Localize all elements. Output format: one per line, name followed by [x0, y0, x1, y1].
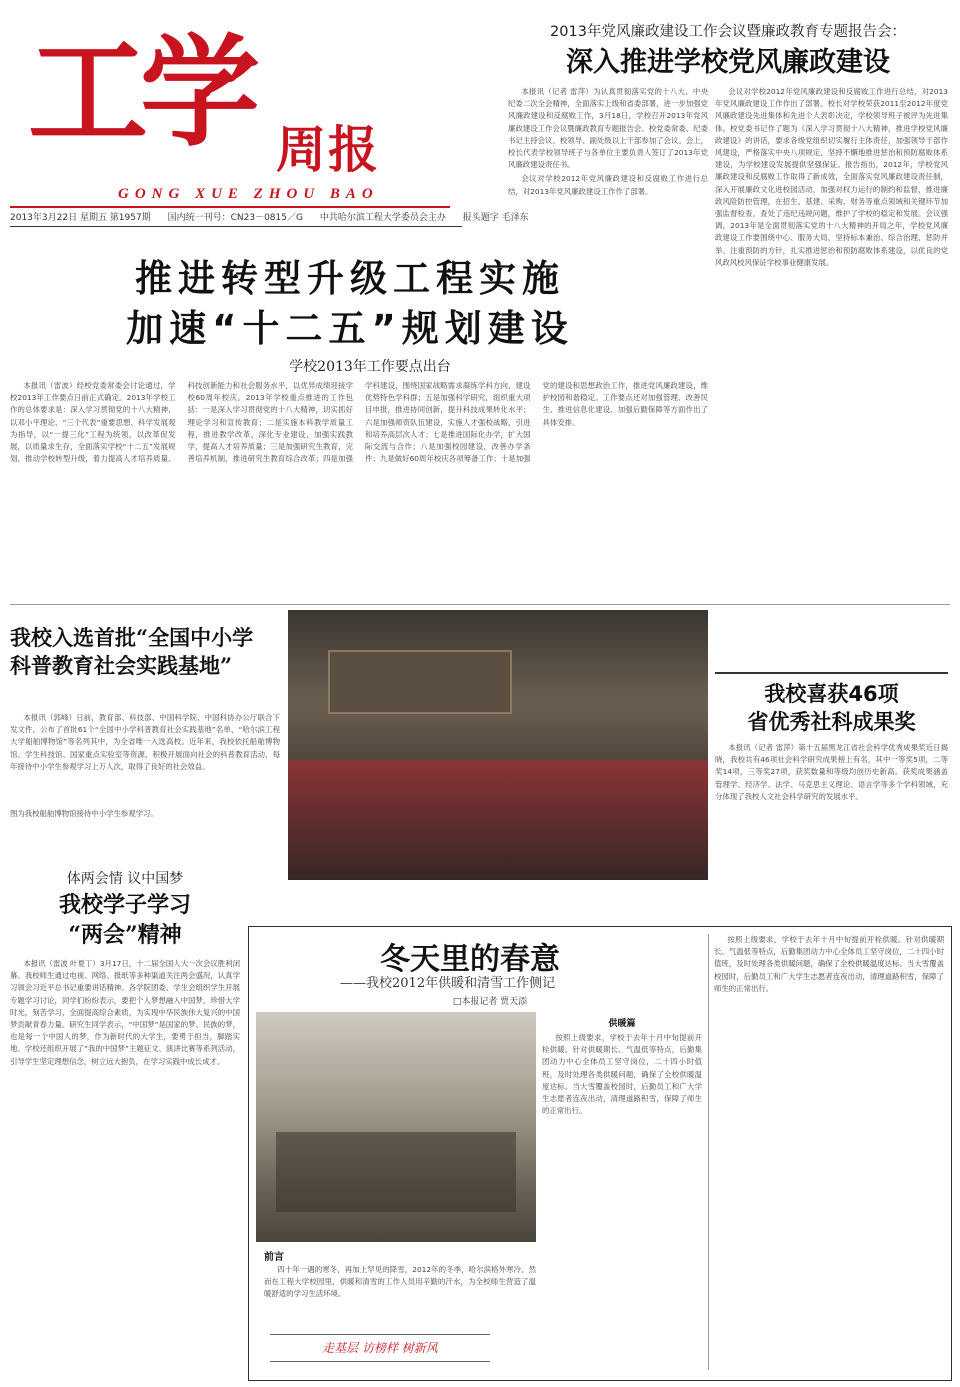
winter-col-divider	[708, 934, 709, 1370]
award-body	[715, 742, 948, 922]
winter-byline: □本报记者 贾天添	[452, 997, 528, 1007]
winter-footer-banner: 走基层 访榜样 树新风	[270, 1334, 490, 1362]
top-story-kicker: 2013年党风廉政建设工作会议暨廉政教育专题报告会：	[550, 24, 906, 40]
lianghui-headline-line1: 我校学子学习	[58, 892, 191, 918]
lianghui-body	[10, 958, 240, 1378]
masthead-rule	[10, 206, 450, 208]
science-caption: 图为我校船舶博物馆接待中小学生参观学习。	[10, 809, 158, 818]
masthead-pinyin: GONG XUE ZHOU BAO	[118, 186, 379, 202]
lead-body	[10, 380, 708, 598]
science-body-text: 本报讯（郭峰）日前，教育部、科技部、中国科学院、中国科协办公厅联合下发文件，公布了首批61个“全国中小学科普教育社会实践基地”名单，“哈尔滨工程大学船舶博物馆”等名列其中，为全省唯一入选高校。近年来，我校依托船舶博物馆、学生科技馆、国家重点实验室等资源，积极开展面向社会的科普教育活动，每年接待中小学生参观学习上万人次，取得了良好的社会效益。	[10, 713, 280, 771]
masthead-logo	[18, 18, 458, 188]
science-headline	[10, 624, 280, 680]
lead-body-text: 本报讯（雷波）经校党委常委会讨论通过，学校2013年工作要点日前正式确定。2013年学校工作的总体要求是：深入学习贯彻党的十八大精神，以邓小平理论、“三个代表”重要思想、科学发展观为指导，以“一提三化”工程为统领，以改革促发展，以质量求生存，全面落实学校“十二五”发展规划，推动学校转型升级，着力提高人才培养质量、科技创新能力和社会服务水平，以优异成绩迎接学校60周年校庆。2013年学校重点推进的工作包括：一是深入学习贯彻党的十八大精神，切实抓好理论学习和宣传教育；二是实施本科教学质量工程，推进教学改革，深化专业建设，加强实践教学，提高人才培养质量；三是加强研究生教育，完善培养机制，推进研究生教育综合改革；四是加强学科建设，围绕国家战略需求凝练学科方向，建设优势特色学科群；五是加强科学研究，组织重大项目申报，推进协同创新，提升科技成果转化水平；六是加强师资队伍建设，实施人才强校战略，引进和培养高层次人才；七是推进国际化办学，扩大国际交流与合作；八是加强校园建设，改善办学条件；九是做好60周年校庆各项筹备工作；十是加强党的建设和思想政治工作，推进党风廉政建设，维护校园和谐稳定。工作要点还对加强管理、改善民生、推进信息化建设、加强后勤保障等方面作出了具体安排。	[10, 381, 708, 464]
award-headline-line2: 省优秀社科成果奖	[747, 710, 916, 734]
winter-col2	[542, 1032, 702, 1372]
lead-headline-line2: 加速“十二五”规划建设	[126, 307, 574, 350]
winter-lead	[264, 1264, 536, 1330]
section-divider-1	[10, 604, 950, 605]
top-story-col1b-text: 会议对学校2012年党风廉政建设和反腐败工作进行总结，对2013年党风廉政建设工作作了部署。	[508, 174, 708, 196]
lianghui-headline-line2: “两会”精神	[68, 922, 182, 948]
title-credit: 报头题字 毛泽东	[462, 213, 529, 223]
winter-col3	[714, 934, 944, 1370]
award-body-text: 本报讯（记者 雷萍）第十五届黑龙江省社会科学优秀成果奖近日揭晓，我校共有46项社会科学研究成果榜上有名，其中一等奖5项，二等奖14项，三等奖27项，获奖数量和等级均创历史新高。获奖成果涵盖管理学、经济学、法学、马克思主义理论、语言学等多个学科领域，充分体现了我校人文社会科学研究的发展水平。	[715, 743, 948, 801]
award-top-rule	[715, 672, 948, 674]
masthead-bottom-rule	[10, 226, 462, 227]
publisher: 中共哈尔滨工程大学委员会主办	[319, 213, 446, 223]
science-body	[10, 712, 280, 796]
award-headline	[715, 680, 948, 736]
award-headline-line1: 我校喜获46项	[764, 682, 899, 706]
lead-headline	[40, 254, 660, 354]
winter-lead-title: 前言	[264, 1252, 284, 1263]
lianghui-headline	[10, 890, 240, 950]
winter-col2-text: 按照上级要求，学校于去年十月中旬提前开栓供暖。针对供暖期长、气温低等特点，后勤集团动力中心全体员工坚守岗位，二十四小时值班，及时处理各类供暖问题，确保了全校供暖温度达标。当大雪覆盖校园时，后勤员工和广大学生志愿者连夜出动，清理道路积雪，保障了师生的正常出行。	[542, 1033, 702, 1116]
lead-subhead: 学校2013年工作要点出台	[289, 359, 451, 375]
snow-work-photo	[256, 1012, 536, 1242]
top-story-col2	[715, 86, 948, 668]
masthead-big: 工学	[28, 22, 252, 163]
lead-headline-line1: 推进转型升级工程实施	[135, 257, 565, 300]
winter-lead-text: 四十年一遇的寒冬，再加上罕见的降雪，2012年的冬季，哈尔滨格外寒冷。然而在工程大学校园里，供暖和清雪的工作人员用辛勤的汗水，为全校师生营造了温暖舒适的学习生活环境。	[264, 1265, 536, 1299]
top-story-headline: 深入推进学校党风廉政建设	[566, 47, 890, 78]
museum-sign	[328, 650, 512, 714]
lianghui-kicker: 体两会情 议中国梦	[66, 871, 184, 887]
issue-line	[10, 210, 543, 223]
top-story-col1-text: 本报讯（记者 雷萍）为认真贯彻落实党的十八大、中央纪委二次全会精神，全面落实上级和省委部署，进一步加强党风廉政建设和反腐败工作，3月18日，学校召开2013年党风廉政建设工作会议暨廉政教育专题报告会。校党委常委、纪委书记主持会议。校领导、副处级以上干部参加了会议。会上，校长代表学校领导班子与各单位主要负责人签订了2013年党风廉政建设责任书。	[508, 87, 708, 170]
winter-headline: 冬天里的春意	[380, 942, 560, 977]
issue-date: 2013年3月22日 星期五 第1957期	[10, 213, 151, 223]
science-headline-line1: 我校入选首批“全国中小学	[10, 625, 254, 650]
lianghui-body-text: 本报讯（雷波 叶夏丁）3月17日，十二届全国人大一次会议胜利闭幕。我校师生通过电视、网络、报纸等多种渠道关注两会盛况，认真学习领会习近平总书记重要讲话精神。各学院团委、学生会组织学生开展专题学习讨论，同学们纷纷表示，要把个人梦想融入中国梦，珍惜大学时光，刻苦学习，全面提高综合素质，为实现中华民族伟大复兴的中国梦贡献青春力量。研究生同学表示，“中国梦”是国家的梦、民族的梦，也是每一个中国人的梦，作为新时代的大学生，要勇于担当，脚踏实地。学校还组织开展了“我的中国梦”主题征文、演讲比赛等系列活动，引导学生坚定理想信念，树立远大抱负，在学习实践中成长成才。	[10, 959, 240, 1066]
serial-number: 国内统一刊号：CN23－0815／G	[167, 213, 303, 223]
top-story-col2-text: 会议对学校2012年党风廉政建设和反腐败工作进行总结，对2013年党风廉政建设工作作出了部署。校长对学校荣获2011至2012年度党风廉政建设先进集体和先进个人表彰决定，学校领导班子被评为先进集体。校党委书记作了题为《深入学习贯彻十八大精神，推进学校党风廉政建设》的讲话，要求各级党组织切实履行主体责任，加强领导干部作风建设，严格落实中央八项规定，坚持不懈地推进惩治和预防腐败体系建设，为学校建设发展提供坚强保证。报告指出，2012年，学校党风廉政建设和反腐败工作取得了新成效，全面落实党风廉政建设责任制，深入开展廉政文化进校园活动，加强对权力运行的制约和监督，推进廉政风险防控管理，在招生、基建、采购、财务等重点领域和关键环节加强监督检查，查处了违纪违规问题，维护了学校的稳定和发展。会议强调，2013年是全面贯彻落实党的十八大精神的开局之年，学校党风廉政建设工作要围绕中心、服务大局，坚持标本兼治、综合治理、惩防并举、注重预防的方针，扎实推进惩治和预防腐败体系建设，以优良的党风政风校风保证学校事业健康发展。	[715, 87, 948, 267]
workers-shape	[276, 1132, 516, 1212]
masthead-small: 周报	[276, 121, 380, 179]
winter-section1: 供暖篇	[608, 1019, 636, 1029]
crowd-shape	[288, 760, 708, 880]
museum-photo	[288, 610, 708, 880]
winter-subhead: ——我校2012年供暖和清雪工作侧记	[340, 976, 556, 991]
top-story-col1	[508, 86, 708, 246]
science-headline-line2: 科普教育社会实践基地”	[10, 653, 233, 678]
winter-col3-text: 按照上级要求，学校于去年十月中旬提前开栓供暖。针对供暖期长、气温低等特点，后勤集团动力中心全体员工坚守岗位，二十四小时值班，及时处理各类供暖问题，确保了全校供暖温度达标。当大雪覆盖校园时，后勤员工和广大学生志愿者连夜出动，清理道路积雪，保障了师生的正常出行。	[714, 935, 944, 993]
